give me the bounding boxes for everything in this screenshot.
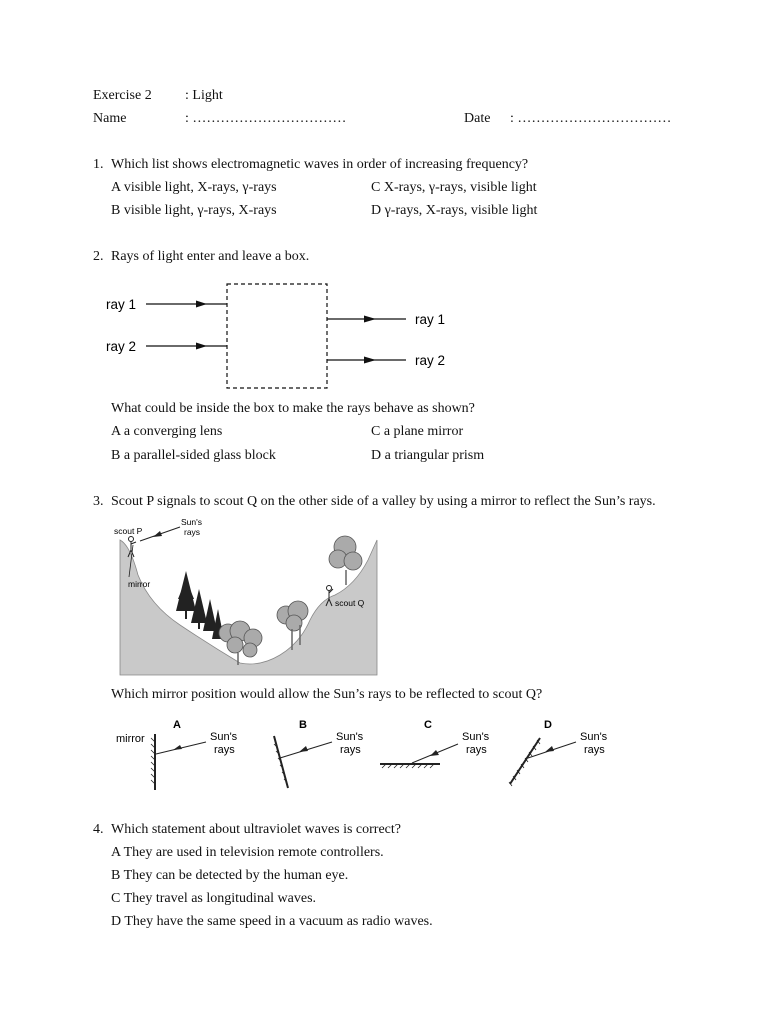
date-label: Date	[464, 111, 491, 126]
scout-q-label: scout Q	[335, 598, 365, 608]
q1-number: 1.	[93, 157, 104, 172]
dashed-box	[227, 284, 327, 388]
option-d-suns-2: rays	[584, 744, 605, 756]
option-c-suns-2: rays	[466, 744, 487, 756]
suns-ray-arrow	[153, 531, 162, 537]
outgoing-ray-1-arrow	[364, 316, 376, 323]
q1-option-a: A visible light, X-rays, γ-rays	[111, 180, 277, 195]
q3-followup: Which mirror position would allow the Sun’s rays to be reflected to scout Q?	[111, 687, 543, 702]
q4-option-d: D They have the same speed in a vacuum as radio waves.	[111, 914, 433, 929]
option-b-label: B	[299, 719, 307, 731]
suns-rays-label-line1: Sun's	[181, 517, 202, 527]
q4-option-a: A They are used in television remote controllers.	[111, 845, 384, 860]
option-a-mirror-label: mirror	[116, 733, 145, 745]
option-d-ray-arrow	[545, 746, 554, 752]
suns-rays-label-line2: rays	[184, 527, 201, 537]
option-d-mirror	[510, 738, 540, 784]
option-a-ray-arrow	[173, 745, 182, 750]
outgoing-ray-2-label: ray 2	[415, 353, 446, 368]
mirror-label: mirror	[128, 579, 151, 589]
mirror-options-diagram	[110, 712, 620, 797]
q4-number: 4.	[93, 822, 104, 837]
q3-number: 3.	[93, 494, 104, 509]
q2-option-a: A a converging lens	[111, 424, 223, 439]
name-field: : ……………………………	[185, 111, 347, 126]
option-d-suns-1: Sun's	[580, 731, 608, 743]
q4-option-c: C They travel as longitudinal waves.	[111, 891, 317, 906]
option-c-ray-arrow	[430, 750, 439, 756]
q3-text: Scout P signals to scout Q on the other side of a valley by using a mirror to reflect the Sun’s rays.	[111, 494, 656, 509]
option-a-suns-2: rays	[214, 744, 235, 756]
incoming-ray-1-label: ray 1	[106, 297, 137, 312]
q1-text: Which list shows electromagnetic waves in order of increasing frequency?	[111, 157, 529, 172]
option-c-label: C	[424, 719, 432, 731]
q2-option-b: B a parallel-sided glass block	[111, 448, 276, 463]
exercise-label: Exercise 2	[93, 88, 152, 103]
q4-text: Which statement about ultraviolet waves is correct?	[111, 822, 402, 837]
ray-box-diagram	[100, 280, 460, 395]
q4-option-b: B They can be detected by the human eye.	[111, 868, 349, 883]
incoming-ray-2-label: ray 2	[106, 339, 137, 354]
valley-scene	[110, 515, 380, 680]
q1-option-d: D γ-rays, X-rays, visible light	[371, 203, 538, 218]
option-b-mirror	[274, 736, 288, 788]
q2-followup: What could be inside the box to make the rays behave as shown?	[111, 401, 475, 416]
option-a-suns-1: Sun's	[210, 731, 238, 743]
q2-number: 2.	[93, 249, 104, 264]
q2-text: Rays of light enter and leave a box.	[111, 249, 310, 264]
q1-option-c: C X-rays, γ-rays, visible light	[371, 180, 537, 195]
option-b-suns-2: rays	[340, 744, 361, 756]
incoming-ray-2-arrow	[196, 343, 207, 350]
incoming-ray-1-arrow	[196, 301, 207, 308]
date-field: : ……………………………	[510, 111, 672, 126]
outgoing-ray-1-label: ray 1	[415, 312, 446, 327]
q1-option-b: B visible light, γ-rays, X-rays	[111, 203, 277, 218]
q2-option-d: D a triangular prism	[371, 448, 485, 463]
option-c-suns-1: Sun's	[462, 731, 490, 743]
scout-p-label: scout P	[114, 526, 143, 536]
option-a-label: A	[173, 719, 181, 731]
option-b-suns-1: Sun's	[336, 731, 364, 743]
outgoing-ray-2-arrow	[364, 357, 376, 364]
name-label: Name	[93, 111, 127, 126]
option-d-label: D	[544, 719, 552, 731]
q2-option-c: C a plane mirror	[371, 424, 464, 439]
exercise-title: : Light	[185, 88, 223, 103]
option-b-ray-arrow	[299, 746, 308, 752]
